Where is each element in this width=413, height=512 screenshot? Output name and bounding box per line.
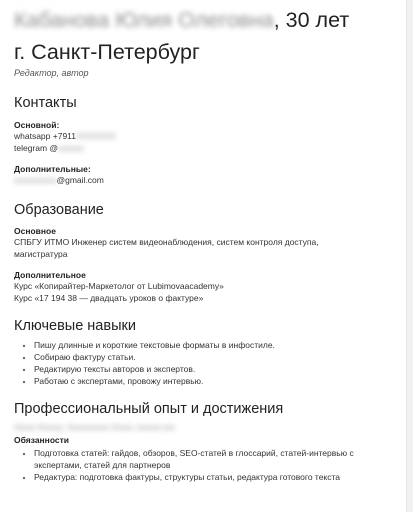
name-age-line: [14, 6, 394, 34]
duties-list: [14, 447, 394, 483]
company-line: [14, 422, 394, 434]
education-main-label: Основное: [14, 226, 56, 236]
city: г. Санкт-Петербург: [14, 40, 200, 64]
contacts-main-label: Основной:: [14, 120, 60, 130]
section-title-contacts: Контакты: [14, 95, 77, 111]
list-item: • Пишу длинные и короткие текстовые форматы в инфостиле.: [34, 339, 394, 351]
contacts-extra-label: Дополнительные:: [14, 164, 91, 174]
education-main-text: СПБГУ ИТМО Инженер систем видеонаблюдения, систем контроля доступа, магистратура: [14, 237, 319, 259]
section-title-skills: Ключевые навыки: [14, 318, 136, 334]
section-title-experience: Профессиональный опыт и достижения: [14, 401, 284, 417]
blurred-name: Кабанова Юлия Олеговна: [14, 8, 274, 32]
skills-list: [14, 339, 394, 387]
list-item: • Редактирую тексты авторов и экспертов.: [34, 363, 394, 375]
whatsapp-line: [14, 130, 394, 142]
telegram-prefix: telegram @: [14, 143, 59, 153]
list-item: • Работаю с экспертами, провожу интервью.: [34, 375, 394, 387]
whatsapp-prefix: whatsapp +7911: [14, 131, 76, 141]
list-item: • Собираю фактуру статьи.: [34, 351, 394, 363]
email-suffix: @gmail.com: [56, 175, 104, 185]
course-1: Курс «Копирайтер-Маркетолог от Lubimovaacademy»: [14, 281, 224, 291]
course-2: Курс «17 194 38 — двадцать уроков о фактуре»: [14, 293, 204, 303]
section-title-education: Образование: [14, 202, 104, 218]
scrollbar[interactable]: [407, 0, 413, 512]
company-blurred: Xxxxx Xxxxxx, Xxxxxxxxxx Xxxxx, xxxxxx.xxx: [14, 423, 175, 432]
telegram-line: [14, 142, 394, 154]
whatsapp-blurred: XXXXXXX: [76, 131, 116, 141]
email-blurred: xxxxxxxxxx: [14, 175, 57, 185]
education-extra-label: Дополнительное: [14, 270, 86, 280]
age: , 30 лет: [273, 8, 350, 32]
list-item: • Редактура: подготовка фактуры, структуры статьи, редактура готового текста: [34, 471, 394, 483]
duties-label: Обязанности: [14, 435, 70, 445]
role-subtitle: Редактор, автор: [14, 68, 89, 78]
list-item: • Подготовка статей: гайдов, обзоров, SEO-статей в глоссарий, статей-интервью с экспертами, статей для партнеров: [34, 447, 394, 471]
telegram-blurred: xxxxxx: [58, 143, 84, 153]
resume-content: [14, 6, 394, 483]
email-line: [14, 174, 394, 186]
